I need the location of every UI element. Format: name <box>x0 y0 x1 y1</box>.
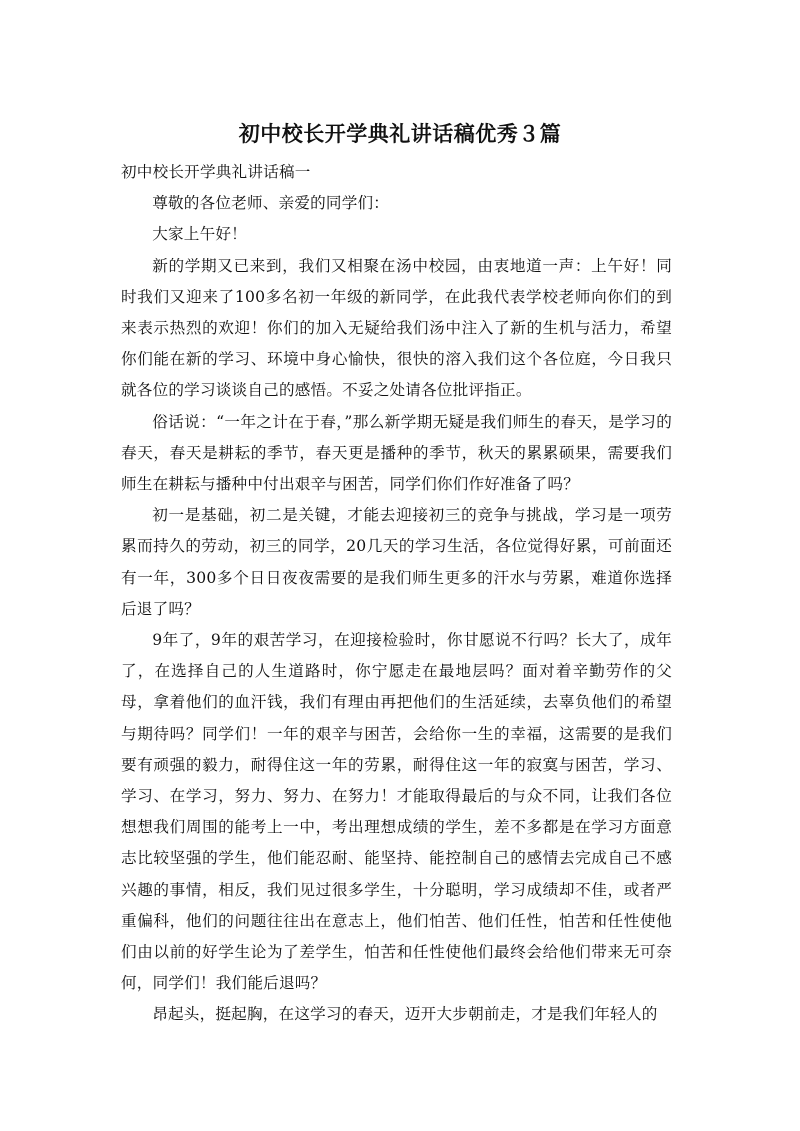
greeting-paragraph: 大家上午好！ <box>152 225 247 244</box>
body-paragraph: 初一是基础，初二是关键，才能去迎接初三的竞争与挑战，学习是一项劳累而持久的劳动，初三的同学，20几天的学习生活，各位觉得好累，可前面还有一年，300多个日日夜夜需要的是我们师生更多的汗水与劳累，难道你选择后退了吗？ <box>121 506 672 618</box>
body-paragraph: 9年了，9年的艰苦学习，在迎接检验时，你甘愿说不行吗？长大了，成年了，在选择自己的人生道路时，你宁愿走在最地层吗？面对着辛勤劳作的父母，拿着他们的血汗钱，我们有理由再把他们的生活延续，去辜负他们的希望与期待吗？同学们！一年的艰辛与困苦，会给你一生的幸福，这需要的是我们要有顽强的毅力，耐得住这一年的劳累，耐得住这一年的寂寞与困苦，学习、学习、在学习，努力、努力、在努力！才能取得最后的与众不同，让我们各位想想我们周围的能考上一中，考出理想成绩的学生，差不多都是在学习方面意志比较坚强的学生，他们能忍耐、能坚持、能控制自己的感情去完成自己不感兴趣的事情，相反，我们见过很多学生，十分聪明，学习成绩却不佳，或者严重偏科，他们的问题往往出在意志上，他们怕苦、他们任性，怕苦和任性使他们由以前的好学生论为了差学生，怕苦和任性使他们最终会给他们带来无可奈何，同学们！我们能后退吗？ <box>121 631 672 993</box>
section-heading: 初中校长开学典礼讲话稿一 <box>121 163 311 181</box>
body-paragraph: 俗话说：“一年之计在于春，”那么新学期无疑是我们师生的春天，是学习的春天，春天是耕耘的季节，春天更是播种的季节，秋天的累累硕果，需要我们师生在耕耘与播种中付出艰辛与困苦，同学们你们作好准备了吗？ <box>121 412 672 494</box>
body-paragraph: 新的学期又已来到，我们又相聚在汤中校园，由衷地道一声：上午好！同时我们又迎来了100多名初一年级的新同学，在此我代表学校老师向你们的到来表示热烈的欢迎！你们的加入无疑给我们汤中注入了新的生机与活力，希望你们能在新的学习、环境中身心愉快，很快的溶入我们这个各位庭，今日我只就各位的学习谈谈自己的感悟。不妥之处请各位批评指正。 <box>121 256 672 400</box>
salutation-paragraph: 尊敬的各位老师、亲爱的同学们： <box>152 194 390 213</box>
document-body <box>121 157 672 1031</box>
body-paragraph: 昂起头，挺起胸，在这学习的春天，迈开大步朝前走，才是我们年轻人的 <box>152 1005 658 1024</box>
document-title: 初中校长开学典礼讲话稿优秀３篇 <box>238 122 562 146</box>
